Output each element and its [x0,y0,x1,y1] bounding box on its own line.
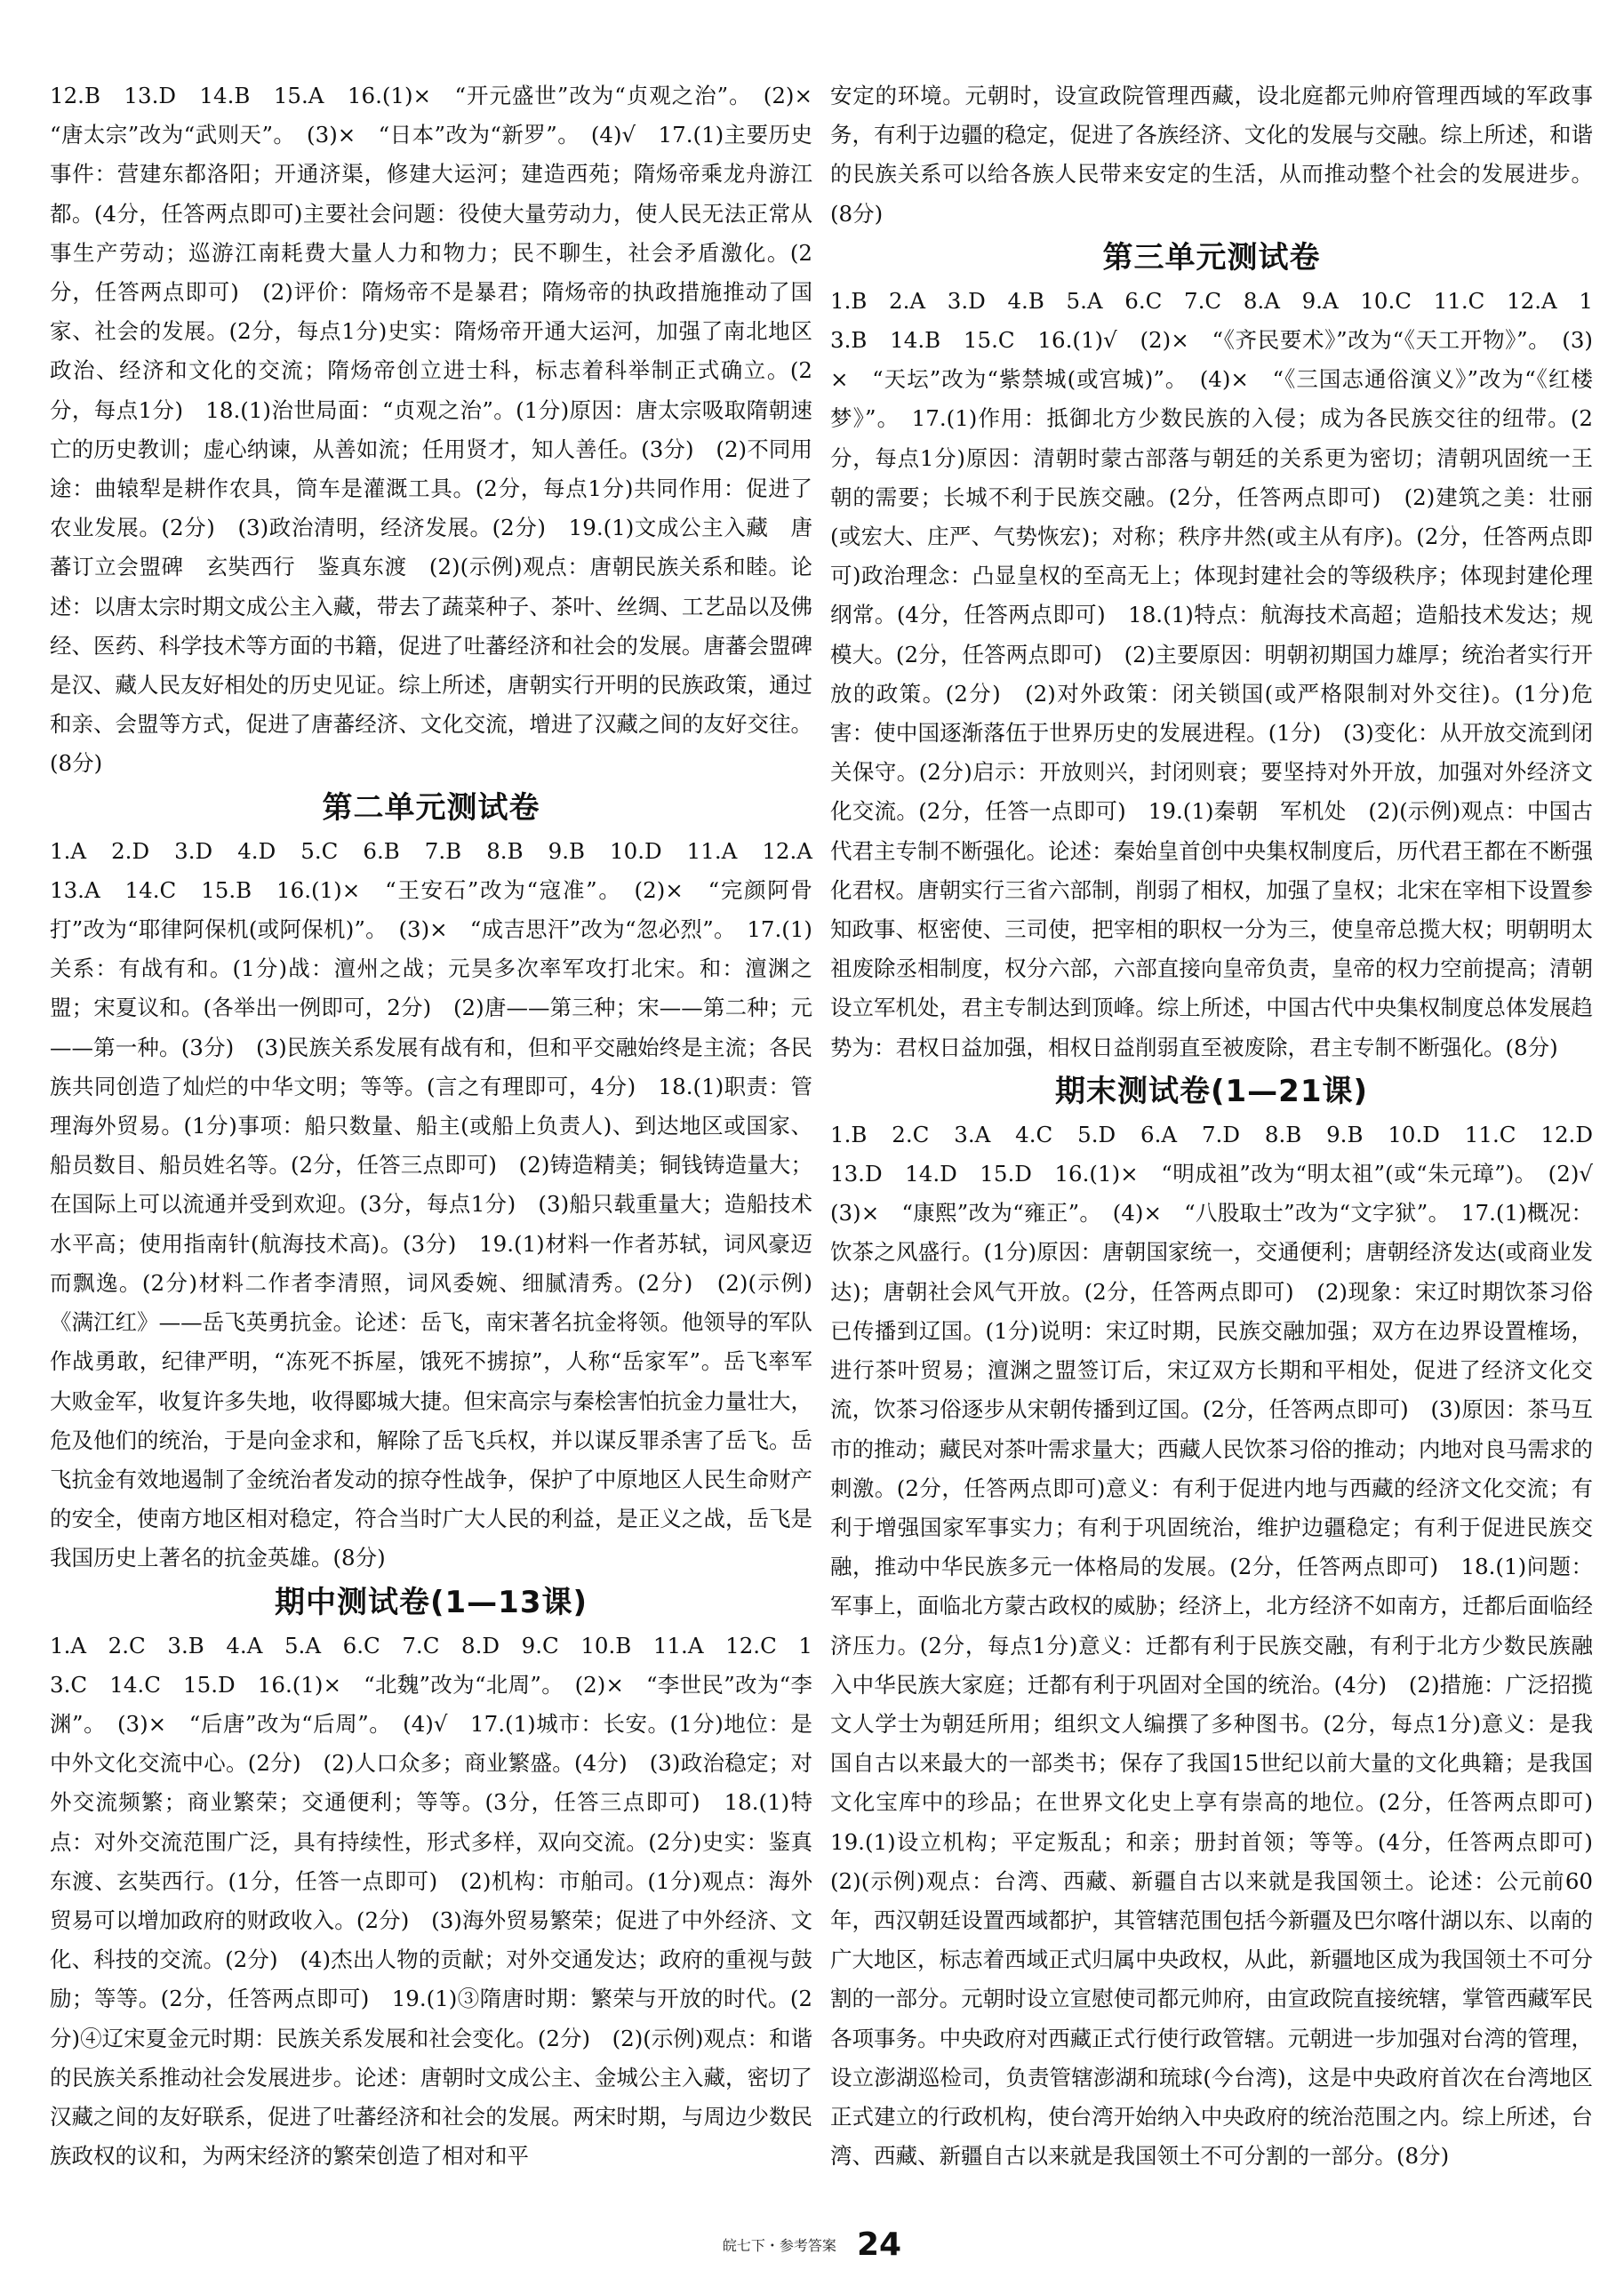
unit-three-answers: 1.B 2.A 3.D 4.B 5.A 6.C 7.C 8.A 9.A 10.C 11.C 12.A 13.B 14.B 15.C 16.(1)√ (2)× “《齐民要术》”改为“《天工开物》”。 (3)× “天坛”改为“紫禁城(或宫城)”。 (4)× “《三国志通俗演义》”改为“《红楼梦》”。 17.(1)作用：抵御北方少数民族的入侵；成为各民族交往的纽带。(2分，每点1分)原因：清朝时蒙古部落与朝廷的关系更为密切；清朝巩固统一王朝的需要；长城不利于民族交融。(2分，任答两点即可) (2)建筑之美：壮丽(或宏大、庄严、气势恢宏)；对称；秩序井然(或主从有序)。(2分，任答两点即可)政治理念：凸显皇权的至高无上；体现封建社会的等级秩序；体现封建伦理纲常。(4分，任答两点即可) 18.(1)特点：航海技术高超；造船技术发达；规模大。(2分，任答两点即可) (2)主要原因：明朝初期国力雄厚；统治者实行开放的政策。(2分) (2)对外政策：闭关锁国(或严格限制对外交往)。(1分)危害：使中国逐渐落伍于世界历史的发展进程。(1分) (3)变化：从开放交流到闭关保守。(2分)启示：开放则兴，封闭则衰；要坚持对外开放，加强对外经济文化交流。(2分，任答一点即可) 19.(1)秦朝 军机处 (2)(示例)观点：中国古代君主专制不断强化。论述：秦始皇首创中央集权制度后，历代君王都在不断强化君权。唐朝实行三省六部制，削弱了相权，加强了皇权；北宋在宰相下设置参知政事、枢密使、三司使，把宰相的职权一分为三，使皇帝总揽大权；明朝明太祖废除丞相制度，权分六部，六部直接向皇帝负责，皇帝的权力空前提高；清朝设立军机处，君主专制达到顶峰。综上所述，中国古代中央集权制度总体发展趋势为：君权日益加强，相权日益削弱直至被废除，君主专制不断强化。(8分) [830,287,1593,1060]
section-heading-midterm: 期中测试卷(1—13课) [274,1584,588,1620]
final-exam-answers: 1.B 2.C 3.A 4.C 5.D 6.A 7.D 8.B 9.B 10.D 11.C 12.D 13.D 14.D 15.D 16.(1)× “明成祖”改为“明太祖”(或“朱元璋”)。 (2)√ (3)× “康熙”改为“雍正”。 (4)× “八股取士”改为“文字狱”。 17.(1)概况：饮茶之风盛行。(1分)原因：唐朝国家统一，交通便利；唐朝经济发达(或商业发达)；唐朝社会风气开放。(2分，任答两点即可) (2)现象：宋辽时期饮茶习俗已传播到辽国。(1分)说明：宋辽时期，民族交融加强；双方在边界设置榷场，进行茶叶贸易；澶渊之盟签订后，宋辽双方长期和平相处，促进了经济文化交流，饮茶习俗逐步从宋朝传播到辽国。(2分，任答两点即可) (3)原因：茶马互市的推动；藏民对茶叶需求量大；西藏人民饮茶习俗的推动；内地对良马需求的刺激。(2分，任答两点即可)意义：有利于促进内地与西藏的经济文化交流；有利于增强国家军事实力；有利于巩固统治，维护边疆稳定；有利于促进民族交融，推动中华民族多元一体格局的发展。(2分，任答两点即可) 18.(1)问题：军事上，面临北方蒙古政权的威胁；经济上，北方经济不如南方，迁都后面临经济压力。(2分，每点1分)意义：迁都有利于民族交融，有利于北方少数民族融入中华民族大家庭；迁都有利于巩固对全国的统治。(4分) (2)措施：广泛招揽文人学士为朝廷所用；组织文人编撰了多种图书。(2分，每点1分)意义：是我国自古以来最大的一部类书；保存了我国15世纪以前大量的文化典籍；是我国文化宝库中的珍品；在世界文化史上享有崇高的地位。(2分，任答两点即可) 19.(1)设立机构；平定叛乱；和亲；册封首领；等等。(4分，任答两点即可) (2)(示例)观点：台湾、西藏、新疆自古以来就是我国领土。论述：公元前60年，西汉朝廷设置西域都护，其管辖范围包括今新疆及巴尔喀什湖以东、以南的广大地区，标志着西域正式归属中央政权，从此，新疆地区成为我国领土不可分割的一部分。元朝时设立宣慰使司都元帅府，由宣政院直接统辖，掌管西藏军民各项事务。中央政府对西藏正式行使行政管辖。元朝进一步加强对台湾的管理，设立澎湖巡检司，负责管辖澎湖和琉球(今台湾)，这是中央政府首次在台湾地区正式建立的行政机构，使台湾开始纳入中央政府的统治范围之内。综上所述，台湾、西藏、新疆自古以来就是我国领土不可分割的一部分。(8分) [830,1121,1615,2170]
answer-page [50,76,1614,2192]
section-heading-unit-three: 第三单元测试卷 [1102,239,1321,276]
midterm-answers-continued: 安定的环境。元朝时，设宣政院管理西藏，设北庭都元帅府管理西域的军政事务，有利于边疆的稳定，促进了各族经济、文化的发展与交融。综上所述，和谐的民族关系可以给各族人民带来安定的生活，从而推动整个社会的发展进步。(8分) [830,83,1593,227]
midterm-answers: 1.A 2.C 3.B 4.A 5.A 6.C 7.C 8.D 9.C 10.B 11.A 12.C 13.C 14.C 15.D 16.(1)× “北魏”改为“北周”。 (2)× “李世民”改为“李渊”。 (3)× “后唐”改为“后周”。 (4)√ 17.(1)城市：长安。(1分)地位：是中外文化交流中心。(2分) (2)人口众多；商业繁盛。(4分) (3)政治稳定；对外交流频繁；商业繁荣；交通便利；等等。(3分，任答三点即可) 18.(1)特点：对外交流范围广泛，具有持续性，形式多样，双向交流。(2分)史实：鉴真东渡、玄奘西行。(1分，任答一点即可) (2)机构：市舶司。(1分)观点：海外贸易可以增加政府的财政收入。(2分) (3)海外贸易繁荣；促进了中外经济、文化、科技的交流。(2分) (4)杰出人物的贡献；对外交通发达；政府的重视与鼓励；等等。(2分，任答两点即可) 19.(1)③隋唐时期：繁荣与开放的时代。(2分)④辽宋夏金元时期：民族关系发展和社会变化。(2分) (2)(示例)观点：和谐的民族关系推动社会发展进步。论述：唐朝时文成公主、金城公主入藏，密切了汉藏之间的友好联系，促进了吐蕃经济和社会的发展。两宋时期，与周边少数民族政权的议和，为两宋经济的繁荣创造了相对和平 [50,1632,812,2170]
unit-one-answers-continued: 12.B 13.D 14.B 15.A 16.(1)× “开元盛世”改为“贞观之治”。 (2)× “唐太宗”改为“武则天”。 (3)× “日本”改为“新罗”。 (4)√ 17.(1)主要历史事件：营建东都洛阳；开通济渠，修建大运河；建造西苑；隋炀帝乘龙舟游江都。(4分，任答两点即可)主要社会问题：役使大量劳动力，使人民无法正常从事生产劳动；巡游江南耗费大量人力和物力；民不聊生，社会矛盾激化。(2分，任答两点即可) (2)评价：隋炀帝不是暴君；隋炀帝的执政措施推动了国家、社会的发展。(2分，每点1分)史实：隋炀帝开通大运河，加强了南北地区政治、经济和文化的交流；隋炀帝创立进士科，标志着科举制正式确立。(2分，每点1分) 18.(1)治世局面：“贞观之治”。(1分)原因：唐太宗吸取隋朝速亡的历史教训；虚心纳谏，从善如流；任用贤才，知人善任。(3分) (2)不同用途：曲辕犁是耕作农具，筒车是灌溉工具。(2分，每点1分)共同作用：促进了农业发展。(2分) (3)政治清明，经济发展。(2分) 19.(1)文成公主入藏 唐蕃订立会盟碑 玄奘西行 鉴真东渡 (2)(示例)观点：唐朝民族关系和睦。论述：以唐太宗时期文成公主入藏，带去了蔬菜种子、茶叶、丝绸、工艺品以及佛经、医药、科学技术等方面的书籍，促进了吐蕃经济和社会的发展。唐蕃会盟碑是汉、藏人民友好相处的历史见证。综上所述，唐朝实行开明的民族政策，通过和亲、会盟等方式，促进了唐蕃经济、文化交流，增进了汉藏之间的友好交往。(8分) [50,83,835,777]
section-heading-unit-two: 第二单元测试卷 [322,789,540,826]
left-column [50,76,835,2176]
unit-two-answers: 1.A 2.D 3.D 4.D 5.C 6.B 7.B 8.B 9.B 10.D 11.A 12.A 13.A 14.C 15.B 16.(1)× “王安石”改为“寇准”。 (2)× “完颜阿骨打”改为“耶律阿保机(或阿保机)”。 (3)× “成吉思汗”改为“忽必烈”。 17.(1)关系：有战有和。(1分)战：澶州之战；元昊多次率军攻打北宋。和：澶渊之盟；宋夏议和。(各举出一例即可，2分) (2)唐——第三种；宋——第二种；元——第一种。(3分) (3)民族关系发展有战有和，但和平交融始终是主流；各民族共同创造了灿烂的中华文明；等等。(言之有理即可，4分) 18.(1)职责：管理海外贸易。(1分)事项：船只数量、船主(或船上负责人)、到达地区或国家、船员数目、船员姓名等。(2分，任答三点即可) (2)铸造精美；铜钱铸造量大；在国际上可以流通并受到欢迎。(3分，每点1分) (3)船只载重量大；造船技术水平高；使用指南针(航海技术高)。(3分) 19.(1)材料一作者苏轼，词风豪迈而飘逸。(2分)材料二作者李清照，词风委婉、细腻清秀。(2分) (2)(示例)《满江红》——岳飞英勇抗金。论述：岳飞，南宋著名抗金将领。他领导的军队作战勇敢，纪律严明，“冻死不拆屋，饿死不掳掠”，人称“岳家军”。岳飞率军大败金军，收复许多失地，收得郾城大捷。但宋高宗与秦桧害怕抗金力量壮大，危及他们的统治，于是向金求和，解除了岳飞兵权，并以谋反罪杀害了岳飞。岳飞抗金有效地遏制了金统治者发动的掠夺性战争，保护了中原地区人民生命财产的安全，使南方地区相对稳定，符合当时广大人民的利益，是正义之战，岳飞是我国历史上著名的抗金英雄。(8分) [50,837,835,1571]
page-footer [0,2226,1624,2263]
footer-label: 皖七下・参考答案 [722,2237,836,2254]
right-column [830,76,1615,2176]
section-heading-final: 期末测试卷(1—21课) [1054,1073,1369,1109]
page-number: 24 [857,2226,902,2263]
